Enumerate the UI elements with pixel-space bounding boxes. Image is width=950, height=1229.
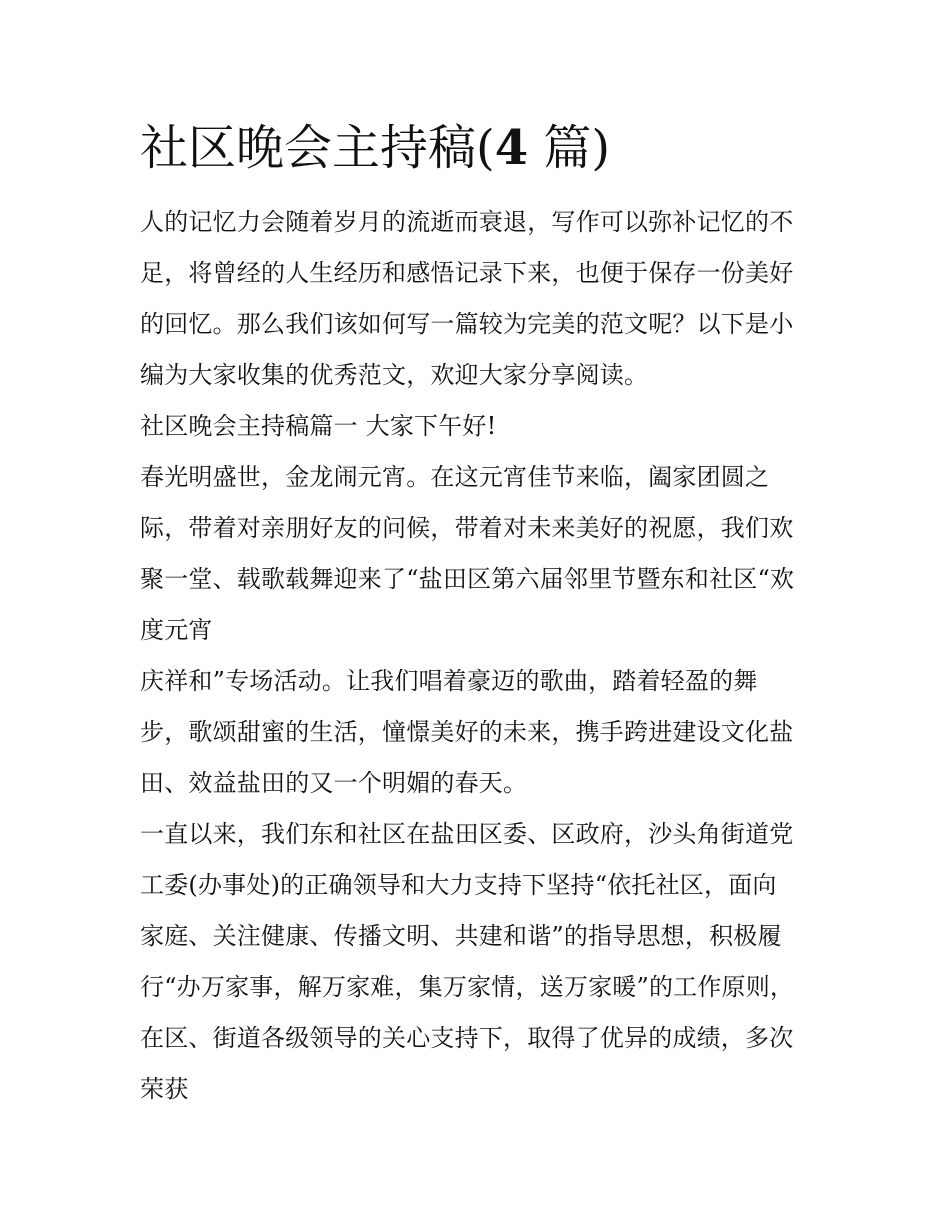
body-line: 在区、街道各级领导的关心支持下，取得了优异的成绩，多次 — [140, 1024, 794, 1052]
body-line: 田、效益盐田的又一个明媚的春天。 — [140, 769, 528, 797]
body-line: 编为大家收集的优秀范文，欢迎大家分享阅读。 — [140, 361, 649, 389]
body-line: 人的记忆力会随着岁月的流逝而衰退，写作可以弥补记忆的不 — [140, 208, 794, 236]
body-line: 一直以来，我们东和社区在盐田区委、区政府，沙头角街道党 — [140, 820, 794, 848]
title-end-text: 篇) — [528, 120, 611, 176]
title-count: 4 — [494, 120, 529, 176]
section-heading: 社区晚会主持稿篇一 大家下午好! — [140, 412, 497, 440]
title-main-text: 社区晚会主持稿( — [140, 120, 495, 176]
body-line: 工委(办事处)的正确领导和大力支持下坚持“依托社区，面向 — [140, 871, 777, 899]
body-line: 度元宵 — [140, 616, 213, 644]
body-line: 荣获 — [140, 1075, 189, 1103]
body-line: 足，将曾经的人生经历和感悟记录下来，也便于保存一份美好 — [140, 259, 794, 287]
body-line: 的回忆。那么我们该如何写一篇较为完美的范文呢？以下是小 — [140, 310, 794, 338]
body-line: 庆祥和”专场活动。让我们唱着豪迈的歌曲，踏着轻盈的舞 — [140, 667, 758, 695]
body-line: 行“办万家事，解万家难，集万家情，送万家暖”的工作原则， — [140, 973, 795, 1001]
body-line: 春光明盛世，金龙闹元宵。在这元宵佳节来临，阖家团圆之 — [140, 463, 770, 491]
body-line: 家庭、关注健康、传播文明、共建和谐”的指导思想，积极履 — [140, 922, 782, 950]
body-line: 聚一堂、载歌载舞迎来了“盐田区第六届邻里节暨东和社区“欢 — [140, 565, 795, 593]
body-line: 际，带着对亲朋好友的问候，带着对未来美好的祝愿，我们欢 — [140, 514, 794, 542]
document-title — [140, 118, 840, 178]
body-line: 步，歌颂甜蜜的生活，憧憬美好的未来，携手跨进建设文化盐 — [140, 718, 794, 746]
